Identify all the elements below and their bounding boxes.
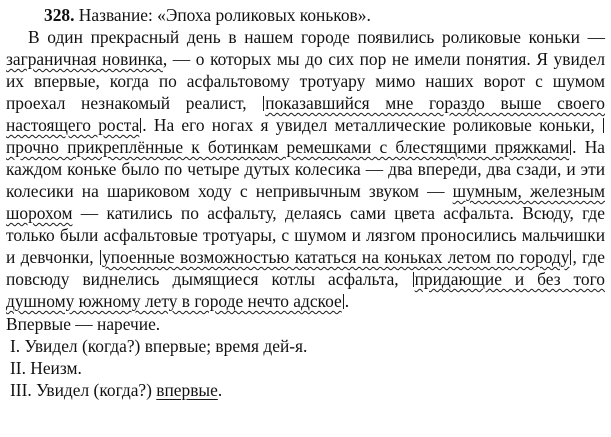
appositive-wavy-underline: шумным, железным шорохом <box>6 181 605 223</box>
morphological-analysis <box>6 313 605 401</box>
analysis-line-4-suffix: . <box>217 380 223 400</box>
phrase-boundary-mark <box>100 250 101 265</box>
text-segment: . На каждом коньке было по четыре дутых колесика — два впереди, два сзади, и эти колесики на шариковом ходу с непривычным звуком — <box>6 137 605 201</box>
text-segment: — катились по асфальту, делаясь сами цвета асфальта. Всюду, где только были асфальтовые тротуары, с шумом и лязгом проносились мальчишки и девчонки, <box>6 203 605 267</box>
analysis-line-2: I. Увидел (когда?) впервые; время дей-я. <box>10 336 308 356</box>
adverbial-underline: впервые <box>156 380 218 400</box>
analysis-line-3: II. Неизм. <box>10 358 82 378</box>
text-segment: . На его ногах я увидел металлические роликовые коньки, <box>142 115 602 135</box>
exercise-number: 328. <box>44 5 75 25</box>
analysis-line-1: Впервые — наречие. <box>6 314 161 334</box>
participial-phrase-wavy-underline: показавшийся мне гораздо выше своего настоящего роста <box>6 93 605 135</box>
text-segment: , — о которых мы до сих пор не имели понятия. Я увидел их впервые, когда по асфальтовому тротуару мимо наших ворот с шумом проехал незнакомый реалист, <box>6 49 605 113</box>
exercise-text <box>6 4 605 312</box>
text-segment: . <box>344 291 350 311</box>
text-segment: , где повсюду виднелись дымящиеся котлы асфальта, <box>6 247 605 289</box>
phrase-boundary-mark <box>343 294 344 309</box>
text-segment: В один прекрасный день в нашем городе появились роликовые коньки — <box>28 27 605 47</box>
analysis-line-4 <box>6 379 605 401</box>
phrase-boundary-mark <box>413 272 414 287</box>
participial-phrase-wavy-underline: прочно прикреплённые к ботинкам ремешками с блестящими пряжками <box>6 137 570 157</box>
title-prefix: Название: <box>78 5 153 25</box>
participial-phrase-wavy-underline: придающие и без того душному южному лету в городе нечто адское <box>6 269 605 311</box>
participial-phrase-wavy-underline: упоенные возможностью кататься на коньках летом по городу <box>102 247 570 267</box>
exercise-heading <box>6 4 605 26</box>
appositive-wavy-underline: заграничная новинка <box>6 49 163 69</box>
exercise-paragraph <box>6 26 605 312</box>
phrase-boundary-mark <box>603 118 604 133</box>
analysis-line-4-prefix: III. Увидел (когда?) <box>10 380 157 400</box>
exercise-title: «Эпоха роликовых коньков». <box>157 5 371 25</box>
